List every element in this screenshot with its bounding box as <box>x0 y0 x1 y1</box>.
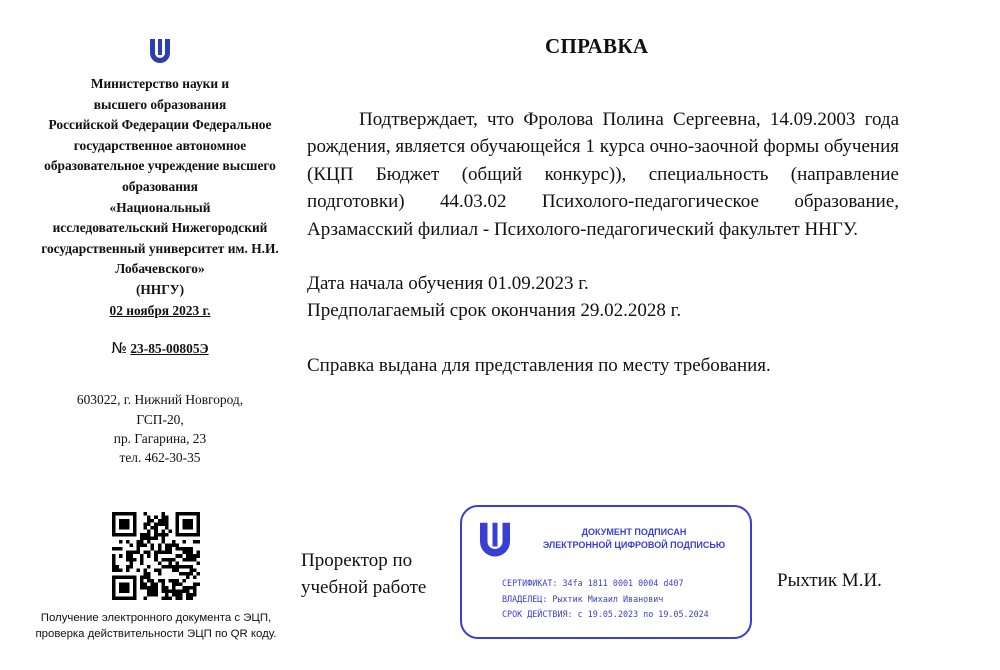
org-line: Российской Федерации Федеральное <box>48 117 272 133</box>
stamp-validity: СРОК ДЕЙСТВИЯ: с 19.05.2023 по 19.05.2024 <box>502 609 709 619</box>
qr-caption <box>15 610 297 642</box>
org-line: государственный университет им. Н.И. <box>41 240 279 256</box>
signer-role-line: учебной работе <box>301 576 427 598</box>
org-line: Министерство науки и <box>90 76 230 91</box>
stamp-header <box>524 526 744 552</box>
address-line: ГСП-20, <box>136 411 184 427</box>
org-line: образовательное учреждение высшего <box>44 158 276 174</box>
certificate-paragraph: Подтверждает, что Фролова Полина Сергеевна, 14.09.2003 года рождения, является обучающейся 1 курса очно-заочной формы обучения (КЦП Бюджет (общий конкурс)), специальность (направление подготовки) 44.03.02 Психолого-педагогическое образование, Арзамасский филиал - Психолого-педагогический факультет ННГУ. <box>307 109 899 240</box>
purpose-line: Справка выдана для представления по месту требования. <box>307 355 771 376</box>
signer-role <box>301 548 426 601</box>
end-date-line: Предполагаемый срок окончания 29.02.2028 г. <box>307 300 682 321</box>
signer-name: Рыхтик М.И. <box>777 570 882 591</box>
document-title: СПРАВКА <box>545 34 649 58</box>
org-line: «Национальный <box>109 199 211 215</box>
address-line: 603022, г. Нижний Новгород, <box>76 392 244 408</box>
number-sign: № <box>111 339 127 358</box>
stamp-header-line: ЭЛЕКТРОННОЙ ЦИФРОВОЙ ПОДПИСЬЮ <box>542 540 726 550</box>
stamp-owner: ВЛАДЕЛЕЦ: Рыхтик Михаил Иванович <box>502 593 664 604</box>
document-date: 02 ноября 2023 г. <box>109 302 211 318</box>
stamp-header-line: ДОКУМЕНТ ПОДПИСАН <box>581 527 687 537</box>
start-date-line: Дата начала обучения 01.09.2023 г. <box>307 273 589 294</box>
qr-caption-line: Получение электронного документа с ЭЦП, <box>40 612 272 624</box>
qr-code-icon[interactable] <box>112 512 200 600</box>
number-value: 23-85-00805Э <box>130 341 209 357</box>
university-logo-icon <box>145 36 175 66</box>
stamp-details <box>502 576 709 623</box>
document-number <box>15 338 305 359</box>
digital-signature-stamp <box>460 505 752 639</box>
organization-address <box>15 390 305 468</box>
address-line: пр. Гагарина, 23 <box>113 430 207 446</box>
org-line: государственное автономное <box>73 137 247 153</box>
org-line: высшего образования <box>93 96 227 112</box>
org-line: образования <box>122 178 198 194</box>
org-line: (ННГУ) <box>135 281 185 297</box>
signer-role-line: Проректор по <box>301 550 413 571</box>
org-line: Лобачевского» <box>115 261 205 277</box>
stamp-logo-icon <box>476 519 514 559</box>
stamp-certificate: СЕРТИФИКАТ: 34fa 1811 0001 0004 d407 <box>502 578 684 588</box>
org-line: исследовательский Нижегородский <box>52 220 268 236</box>
qr-caption-line: проверка действительности ЭЦП по QR коду. <box>35 628 277 640</box>
address-line: тел. 462-30-35 <box>119 450 201 466</box>
organization-name <box>15 74 305 301</box>
organization-block <box>15 36 305 468</box>
